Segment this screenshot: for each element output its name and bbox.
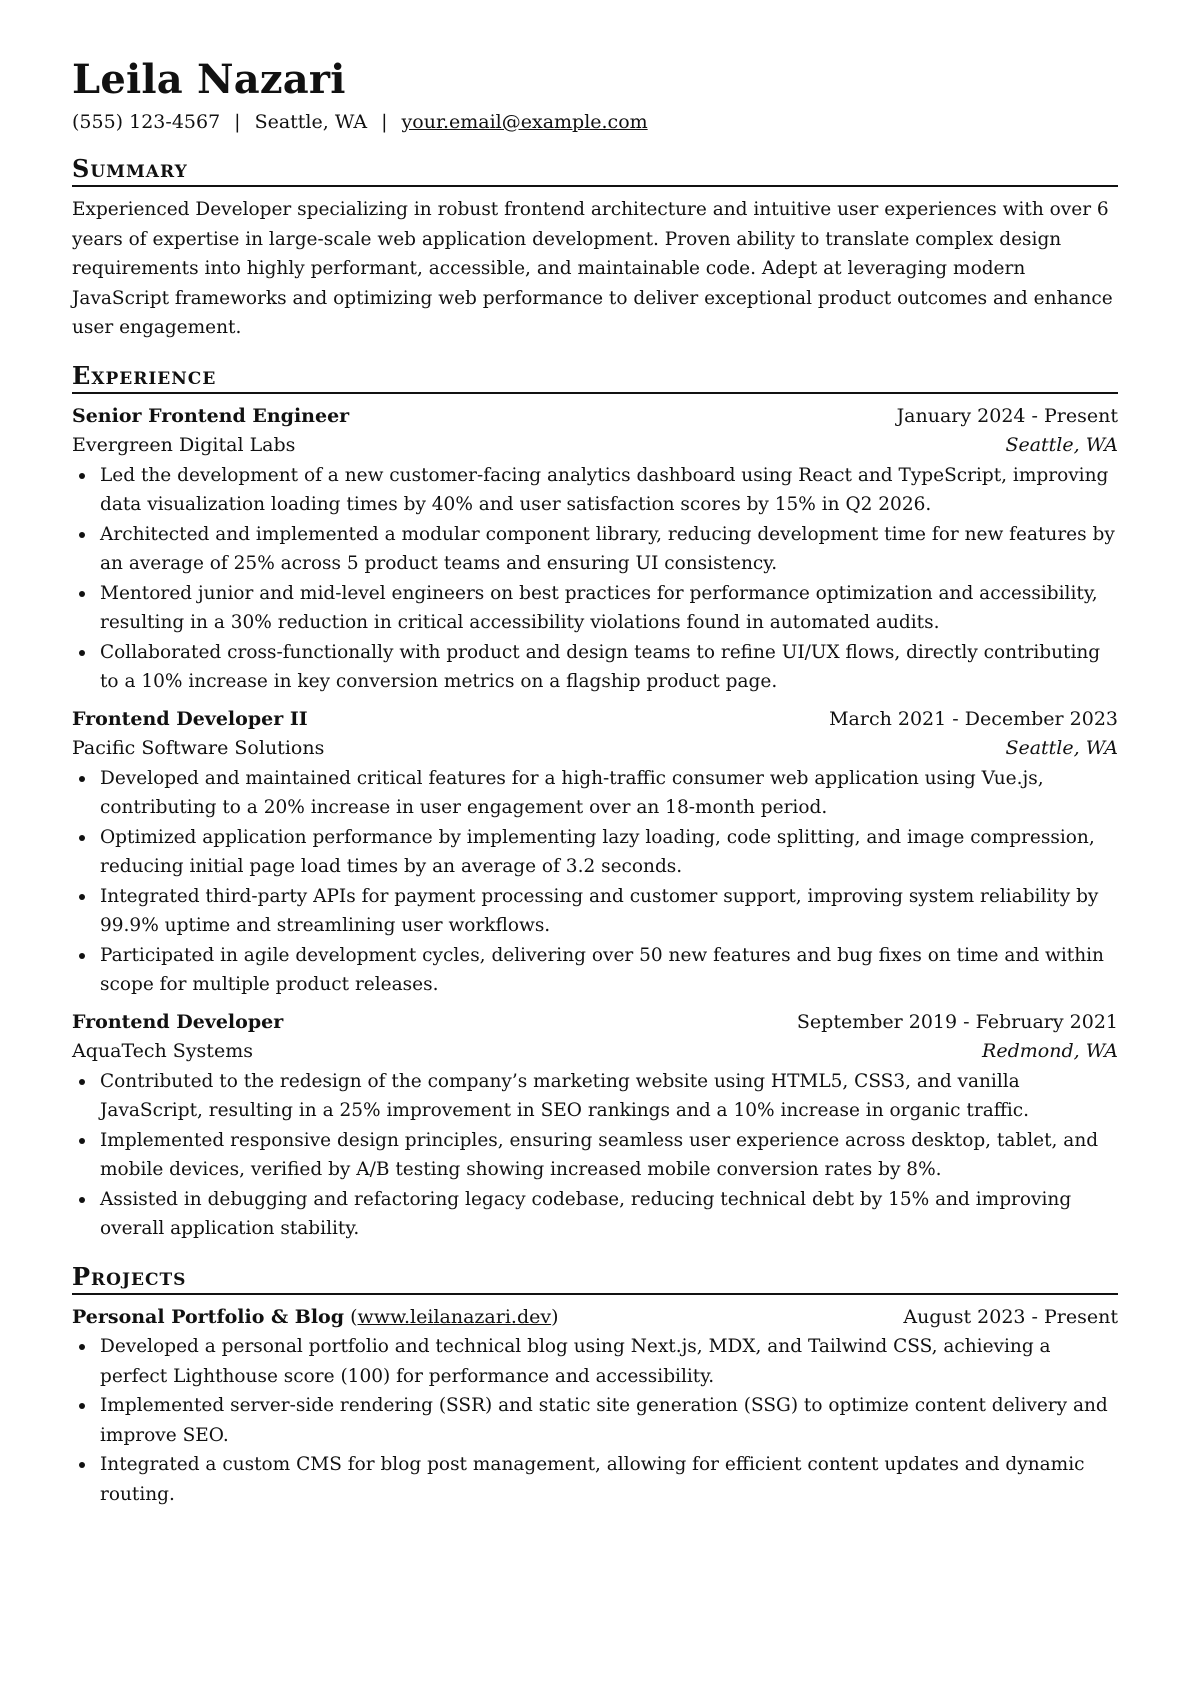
- bullet-text: Contributed to the redesign of the company’s marketing website using HTML5, CSS3, and vanilla JavaScript, resulting in a 25% improvement in SEO rankings and a 10% increase in organic traffic.: [100, 1070, 1030, 1121]
- job-location: Redmond, WA: [982, 1040, 1118, 1062]
- bullet-icon: [79, 532, 85, 538]
- contact-line: [72, 108, 1118, 136]
- job-bullets: [72, 1067, 1118, 1244]
- list-item: [72, 520, 1118, 579]
- job-bullets: [72, 764, 1118, 1000]
- job-entry: [72, 705, 1118, 1000]
- bullet-icon: [79, 1197, 85, 1203]
- bullet-icon: [79, 953, 85, 959]
- project-dates: August 2023 - Present: [903, 1305, 1118, 1328]
- list-item: [72, 764, 1118, 823]
- list-item: [72, 823, 1118, 882]
- project-link-open-paren: (: [350, 1305, 358, 1328]
- summary-section: [72, 154, 1118, 343]
- list-item: [72, 1332, 1118, 1391]
- email-link[interactable]: your.email@example.com: [401, 111, 648, 133]
- bullet-text: Integrated a custom CMS for blog post management, allowing for efficient content updates and dynamic routing.: [100, 1454, 1085, 1505]
- bullet-text: Led the development of a new customer-facing analytics dashboard using React and TypeScript, improving data visualization loading times by 40% and user satisfaction scores by 15% in Q2 2026.: [100, 464, 1109, 515]
- bullet-text: Integrated third-party APIs for payment processing and customer support, improving system reliability by 99.9% uptime and streamlining user workflows.: [100, 885, 1099, 936]
- list-item: [72, 1126, 1118, 1185]
- job-dates: January 2024 - Present: [896, 404, 1118, 427]
- job-title: Frontend Developer: [72, 1010, 284, 1033]
- location: Seattle, WA: [254, 111, 368, 133]
- bullet-icon: [79, 1403, 85, 1409]
- job-title: Frontend Developer II: [72, 707, 308, 730]
- list-item: [72, 882, 1118, 941]
- company-name: AquaTech Systems: [72, 1040, 253, 1062]
- bullet-icon: [79, 473, 85, 479]
- job-dates: March 2021 - December 2023: [829, 707, 1118, 730]
- projects-section: [72, 1262, 1118, 1510]
- project-link[interactable]: www.leilanazari.dev: [357, 1305, 552, 1328]
- bullet-icon: [79, 894, 85, 900]
- bullet-text: Collaborated cross-functionally with product and design teams to refine UI/UX flows, directly contributing to a 10% increase in key conversion metrics on a flagship product page.: [100, 641, 1101, 692]
- project-bullets: [72, 1332, 1118, 1509]
- job-entry: [72, 1008, 1118, 1244]
- project-link-close-paren: ): [551, 1305, 559, 1328]
- bullet-text: Participated in agile development cycles, delivering over 50 new features and bug fixes on time and within scope for multiple product releases.: [100, 944, 1104, 995]
- experience-section: [72, 361, 1118, 1244]
- bullet-text: Architected and implemented a modular component library, reducing development time for new features by an average of 25% across 5 product teams and ensuring UI consistency.: [100, 523, 1115, 574]
- contact-separator: |: [381, 111, 388, 133]
- list-item: [72, 1067, 1118, 1126]
- bullet-icon: [79, 1344, 85, 1350]
- company-name: Evergreen Digital Labs: [72, 434, 296, 456]
- job-entry: [72, 402, 1118, 697]
- list-item: [72, 638, 1118, 697]
- bullet-icon: [79, 1079, 85, 1085]
- section-title-projects: Projects: [72, 1262, 1118, 1295]
- bullet-text: Implemented responsive design principles, ensuring seamless user experience across desktop, tablet, and mobile devices, verified by A/B testing showing increased mobile conversion rates by 8%.: [100, 1129, 1099, 1180]
- bullet-icon: [79, 1138, 85, 1144]
- bullet-icon: [79, 650, 85, 656]
- bullet-icon: [79, 591, 85, 597]
- list-item: [72, 1450, 1118, 1509]
- list-item: [72, 941, 1118, 1000]
- project-name: Personal Portfolio & Blog: [72, 1305, 345, 1328]
- bullet-icon: [79, 776, 85, 782]
- job-dates: September 2019 - February 2021: [796, 1010, 1118, 1033]
- list-item: [72, 579, 1118, 638]
- bullet-icon: [79, 1462, 85, 1468]
- summary-text: Experienced Developer specializing in robust frontend architecture and intuitive user experiences with over 6 years of expertise in large-scale web application development. Proven ability to translate complex design requirements into highly performant, accessible, and maintainable code. Adept at leveraging modern JavaScript frameworks and optimizing web performance to deliver exceptional product outcomes and enhance user engagement.: [72, 199, 1113, 338]
- bullet-text: Mentored junior and mid-level engineers on best practices for performance optimization and accessibility, resulting in a 30% reduction in critical accessibility violations found in automated audits.: [100, 582, 1098, 633]
- bullet-text: Developed a personal portfolio and technical blog using Next.js, MDX, and Tailwind CSS, achieving a perfect Lighthouse score (100) for performance and accessibility.: [100, 1336, 1051, 1387]
- company-name: Pacific Software Solutions: [72, 737, 325, 759]
- list-item: [72, 1391, 1118, 1450]
- contact-separator: |: [234, 111, 241, 133]
- candidate-name: Leila Nazari: [72, 56, 346, 103]
- list-item: [72, 461, 1118, 520]
- bullet-text: Optimized application performance by implementing lazy loading, code splitting, and image compression, reducing initial page load times by an average of 3.2 seconds.: [100, 826, 1095, 877]
- bullet-text: Implemented server-side rendering (SSR) and static site generation (SSG) to optimize content delivery and improve SEO.: [100, 1395, 1108, 1446]
- bullet-icon: [79, 835, 85, 841]
- job-title: Senior Frontend Engineer: [72, 404, 350, 427]
- job-bullets: [72, 461, 1118, 697]
- project-entry: [72, 1303, 1118, 1510]
- job-location: Seattle, WA: [1005, 434, 1118, 456]
- bullet-text: Assisted in debugging and refactoring legacy codebase, reducing technical debt by 15% and improving overall application stability.: [100, 1188, 1072, 1239]
- list-item: [72, 1185, 1118, 1244]
- bullet-text: Developed and maintained critical features for a high-traffic consumer web application using Vue.js, contributing to a 20% increase in user engagement over an 18-month period.: [100, 767, 1044, 818]
- job-location: Seattle, WA: [1005, 737, 1118, 759]
- section-title-summary: Summary: [72, 154, 1118, 187]
- section-title-experience: Experience: [72, 361, 1118, 394]
- phone-number: (555) 123-4567: [72, 111, 221, 133]
